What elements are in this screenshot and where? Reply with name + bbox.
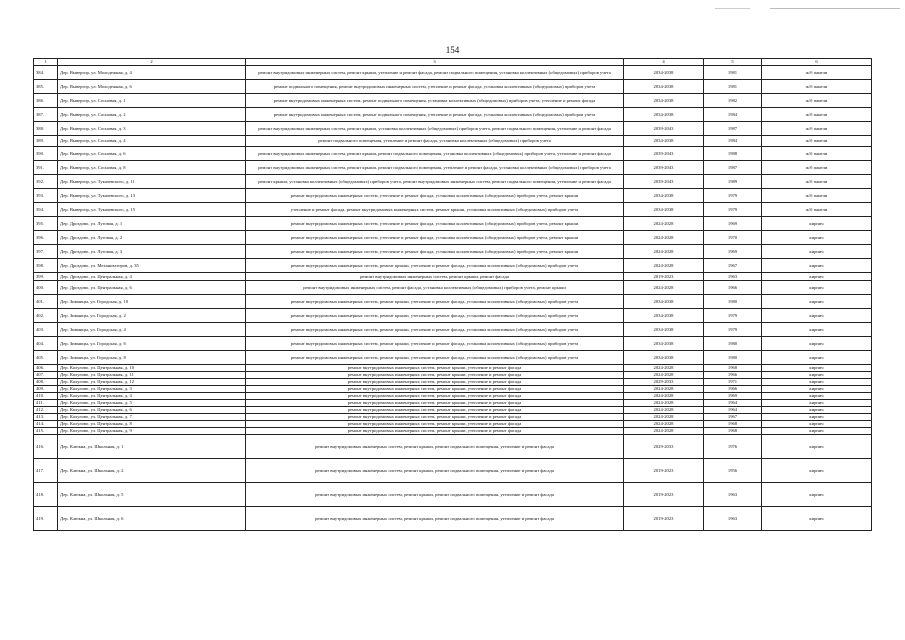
repair-works-cell: ремонт внутридомовых инженерных систем, ремонт крыши, утепление и ремонт фасада, установка коллективных (общедомовых) приборов учета — [246, 259, 624, 273]
build-year-cell: 1979 — [704, 203, 762, 217]
row-number: 399. — [34, 273, 58, 281]
build-year-cell: 1984 — [704, 108, 762, 122]
wall-material-cell: ж/б панели — [762, 122, 872, 136]
table-row — [34, 94, 872, 108]
period-cell: 2039-2043 — [624, 147, 704, 161]
build-year-cell: 1966 — [704, 372, 762, 379]
repair-works-cell: ремонт внутридомовых инженерных систем, ремонт крыши, утепление и ремонт фасада — [246, 407, 624, 414]
wall-material-cell: кирпич — [762, 273, 872, 281]
row-number: 386. — [34, 94, 58, 108]
build-year-cell: 1967 — [704, 414, 762, 421]
repair-works-cell: ремонт внутридомовых инженерных систем, ремонт крыши, ремонт подвального помещения, утепление и ремонт фасада — [246, 459, 624, 483]
repair-works-cell: ремонт внутридомовых инженерных систем, ремонт крыши, утепление и ремонт фасада, установка коллективных (общедомовых) приборов учета — [246, 323, 624, 337]
address-cell: Дер. Клюкна, ул. Школьная, д. 5 — [58, 483, 246, 507]
table-row — [34, 161, 872, 175]
address-cell: Дер. Клюкна, ул. Школьная, д. 1 — [58, 435, 246, 459]
scan-mark — [715, 8, 750, 9]
period-cell: 2024-2028 — [624, 245, 704, 259]
build-year-cell: 1967 — [704, 259, 762, 273]
col-number-4: 4 — [624, 59, 704, 66]
wall-material-cell: ж/б панели — [762, 175, 872, 189]
wall-material-cell: ж/б панели — [762, 94, 872, 108]
period-cell: 2034-2038 — [624, 80, 704, 94]
repair-works-cell: ремонт внутридомовых инженерных систем, ремонт крыши, утепление и ремонт фасада — [246, 386, 624, 393]
repair-works-cell: ремонт внутридомовых инженерных систем, ремонт фасада, установка коллективных (общедомовых) приборов учета, ремонт крыши — [246, 281, 624, 295]
row-number: 409. — [34, 386, 58, 393]
period-cell: 2024-2028 — [624, 428, 704, 435]
period-cell: 2034-2038 — [624, 309, 704, 323]
repair-works-cell: ремонт внутридомовых инженерных систем, ремонт крыши, ремонт подвального помещения, утепление и ремонт фасада — [246, 435, 624, 459]
wall-material-cell: кирпич — [762, 428, 872, 435]
address-cell: Дер. Вывергор, ул. Молодежная, д. 4 — [58, 66, 246, 80]
table-row — [34, 189, 872, 203]
build-year-cell: 1979 — [704, 323, 762, 337]
period-cell: 2024-2028 — [624, 281, 704, 295]
period-cell: 2024-2028 — [624, 372, 704, 379]
wall-material-cell: ж/б панели — [762, 66, 872, 80]
address-cell: Дер. Дроздово, ул. Луговая, д. 2 — [58, 231, 246, 245]
period-cell: 2024-2028 — [624, 365, 704, 372]
row-number: 411. — [34, 400, 58, 407]
address-cell: Дер. Вывергор, ул. Сосновая, д. 4 — [58, 136, 246, 147]
table-row — [34, 414, 872, 421]
col-number-1: 1 — [34, 59, 58, 66]
repair-works-cell: ремонт внутридомовых инженерных систем, ремонт крыши, утепление и ремонт фасада, установка коллективных (общедомовых) приборов учета — [246, 295, 624, 309]
wall-material-cell: кирпич — [762, 372, 872, 379]
repair-works-cell: ремонт внутридомовых инженерных систем, ремонт крыши, ремонт фасада — [246, 273, 624, 281]
period-cell: 2039-2043 — [624, 122, 704, 136]
period-cell: 2029-2033 — [624, 435, 704, 459]
period-cell: 2024-2028 — [624, 386, 704, 393]
address-cell: Дер. Дроздово, ул. Центральная, д. 4 — [58, 273, 246, 281]
address-cell: Дер. Клюкна, ул. Школьная, д. 2 — [58, 459, 246, 483]
address-cell: Дер. Вывергор, ул. Сосновая, д. 6 — [58, 147, 246, 161]
address-cell: Дер. Вывергор, ул. Тукачевского, д. 11 — [58, 175, 246, 189]
period-cell: 2034-2038 — [624, 323, 704, 337]
row-number: 417. — [34, 459, 58, 483]
row-number: 397. — [34, 245, 58, 259]
wall-material-cell: кирпич — [762, 245, 872, 259]
row-number: 387. — [34, 108, 58, 122]
repair-works-cell: ремонт внутридомовых инженерных систем, утепление и ремонт фасада, установка коллективных (общедомовых) приборов учета, ремонт крыши — [246, 189, 624, 203]
wall-material-cell: ж/б панели — [762, 108, 872, 122]
table-body — [34, 66, 872, 531]
period-cell: 2034-2038 — [624, 189, 704, 203]
address-cell: Дер. Калулово, ул. Центральная, д. 12 — [58, 379, 246, 386]
repair-works-cell: ремонт подвального помещения, утепление и ремонт фасада, установка коллективных (общедомовых) приборов учета — [246, 136, 624, 147]
row-number: 393. — [34, 189, 58, 203]
repair-works-cell: ремонт внутридомовых инженерных систем, ремонт крыши, утепление и ремонт фасада — [246, 421, 624, 428]
repair-works-cell: ремонт подвального помещения, ремонт внутридомовых инженерных систем, утепление и ремонт фасада, установка коллективных (общедомовых) приборов учета — [246, 80, 624, 94]
table-row — [34, 147, 872, 161]
build-year-cell: 1968 — [704, 365, 762, 372]
build-year-cell: 1970 — [704, 231, 762, 245]
table-row — [34, 323, 872, 337]
repair-works-cell: ремонт внутридомовых инженерных систем, утепление и ремонт фасада, установка коллективных (общедомовых) приборов учета, ремонт крыши — [246, 245, 624, 259]
period-cell: 2034-2038 — [624, 337, 704, 351]
wall-material-cell: ж/б панели — [762, 203, 872, 217]
table-row — [34, 245, 872, 259]
build-year-cell: 1980 — [704, 295, 762, 309]
row-number: 415. — [34, 428, 58, 435]
row-number: 403. — [34, 323, 58, 337]
row-number: 392. — [34, 175, 58, 189]
repair-works-cell: ремонт внутридомовых инженерных систем, ремонт крыши, утепление и ремонт фасада — [246, 365, 624, 372]
table-row — [34, 393, 872, 400]
table-header-row — [34, 59, 872, 66]
address-cell: Дер. Зимницы, ул. Городская, д. 8 — [58, 351, 246, 365]
wall-material-cell: кирпич — [762, 295, 872, 309]
period-cell: 2034-2038 — [624, 351, 704, 365]
table-row — [34, 217, 872, 231]
wall-material-cell: кирпич — [762, 435, 872, 459]
row-number: 401. — [34, 295, 58, 309]
build-year-cell: 1989 — [704, 175, 762, 189]
repair-works-cell: ремонт внутридомовых инженерных систем, ремонт крыши, установка коллективных (общедомовых) приборов учета, ремонт подвального помещения, утепление и ремонт фасада — [246, 122, 624, 136]
period-cell: 2019-2023 — [624, 483, 704, 507]
table-row — [34, 435, 872, 459]
wall-material-cell: кирпич — [762, 259, 872, 273]
row-number: 395. — [34, 217, 58, 231]
repair-works-cell: ремонт внутридомовых инженерных систем, ремонт крыши, ремонт подвального помещения, утепление и ремонт фасада, установка коллективных (общедомовых) приборов учета — [246, 161, 624, 175]
table-row — [34, 421, 872, 428]
repair-works-cell: ремонт внутридомовых инженерных систем, утепление и ремонт фасада, установка коллективных (общедомовых) приборов учета, ремонт крыши — [246, 231, 624, 245]
repair-works-cell: ремонт внутридомовых инженерных систем, ремонт крыши, ремонт подвального помещения, утепление и ремонт фасада — [246, 507, 624, 531]
build-year-cell: 1963 — [704, 507, 762, 531]
repair-works-cell: ремонт внутридомовых инженерных систем, ремонт крыши, утепление и ремонт фасада, установка коллективных (общедомовых) приборов учета — [246, 337, 624, 351]
housing-repair-table — [33, 58, 872, 531]
table-row — [34, 372, 872, 379]
row-number: 394. — [34, 203, 58, 217]
table-row — [34, 428, 872, 435]
address-cell: Дер. Зимницы, ул. Городская, д. 6 — [58, 337, 246, 351]
address-cell: Дер. Дроздово, ул. Луговая, д. 1 — [58, 217, 246, 231]
table-row — [34, 337, 872, 351]
repair-works-cell: ремонт внутридомовых инженерных систем, ремонт подвального помещения, утепление и ремонт фасада, установка коллективных (общедомовых) приборов учета — [246, 108, 624, 122]
wall-material-cell: кирпич — [762, 365, 872, 372]
repair-works-cell: утепление и ремонт фасада, ремонт внутридомовых инженерных систем, ремонт крыши, установка коллективных (общедомовых) приборов учета — [246, 203, 624, 217]
build-year-cell: 1966 — [704, 281, 762, 295]
period-cell: 2034-2038 — [624, 94, 704, 108]
wall-material-cell: кирпич — [762, 400, 872, 407]
row-number: 389. — [34, 136, 58, 147]
row-number: 391. — [34, 161, 58, 175]
table-row — [34, 386, 872, 393]
address-cell: Дер. Калулово, ул. Центральная, д. 7 — [58, 414, 246, 421]
period-cell: 2019-2023 — [624, 507, 704, 531]
wall-material-cell: кирпич — [762, 459, 872, 483]
table-row — [34, 507, 872, 531]
wall-material-cell: кирпич — [762, 414, 872, 421]
page-number: 154 — [445, 45, 460, 55]
address-cell: Дер. Вывергор, ул. Сосновая, д. 3 — [58, 122, 246, 136]
build-year-cell: 1981 — [704, 66, 762, 80]
period-cell: 2024-2028 — [624, 400, 704, 407]
address-cell: Дер. Дроздово, ул. Механизаторов, д. 35 — [58, 259, 246, 273]
build-year-cell: 1979 — [704, 189, 762, 203]
table-row — [34, 122, 872, 136]
address-cell: Дер. Зимницы, ул. Городская, д. 4 — [58, 323, 246, 337]
row-number: 398. — [34, 259, 58, 273]
build-year-cell: 1984 — [704, 136, 762, 147]
row-number: 414. — [34, 421, 58, 428]
row-number: 418. — [34, 483, 58, 507]
period-cell: 2039-2043 — [624, 175, 704, 189]
build-year-cell: 1987 — [704, 161, 762, 175]
repair-works-cell: ремонт внутридомовых инженерных систем, ремонт крыши, утепление и ремонт фасада — [246, 379, 624, 386]
address-cell: Дер. Калулово, ул. Центральная, д. 4 — [58, 393, 246, 400]
address-cell: Дер. Дроздово, ул. Центральная, д. 6 — [58, 281, 246, 295]
period-cell: 2039-2043 — [624, 161, 704, 175]
row-number: 408. — [34, 379, 58, 386]
table-row — [34, 309, 872, 323]
row-number: 402. — [34, 309, 58, 323]
wall-material-cell: кирпич — [762, 231, 872, 245]
period-cell: 2034-2038 — [624, 66, 704, 80]
table-row — [34, 108, 872, 122]
address-cell: Дер. Вывергор, ул. Тукачевского, д. 15 — [58, 203, 246, 217]
table-row — [34, 175, 872, 189]
build-year-cell: 1963 — [704, 483, 762, 507]
table-row — [34, 259, 872, 273]
address-cell: Дер. Вывергор, ул. Тукачевского, д. 13 — [58, 189, 246, 203]
wall-material-cell: кирпич — [762, 281, 872, 295]
build-year-cell: 1966 — [704, 386, 762, 393]
period-cell: 2024-2028 — [624, 421, 704, 428]
repair-works-cell: ремонт внутридомовых инженерных систем, ремонт крыши, ремонт подвального помещения, утепление и ремонт фасада — [246, 483, 624, 507]
table-row — [34, 400, 872, 407]
table-row — [34, 295, 872, 309]
wall-material-cell: кирпич — [762, 217, 872, 231]
table-row — [34, 80, 872, 94]
row-number: 416. — [34, 435, 58, 459]
table-row — [34, 231, 872, 245]
build-year-cell: 1968 — [704, 428, 762, 435]
wall-material-cell: кирпич — [762, 337, 872, 351]
wall-material-cell: кирпич — [762, 507, 872, 531]
address-cell: Дер. Калулово, ул. Центральная, д. 9 — [58, 428, 246, 435]
build-year-cell: 1987 — [704, 122, 762, 136]
row-number: 413. — [34, 414, 58, 421]
col-number-3: 3 — [246, 59, 624, 66]
build-year-cell: 1982 — [704, 94, 762, 108]
repair-works-cell: ремонт внутридомовых инженерных систем, ремонт крыши, утепление и ремонт фасада — [246, 400, 624, 407]
address-cell: Дер. Вывергор, ул. Сосновая, д. 8 — [58, 161, 246, 175]
build-year-cell: 1969 — [704, 245, 762, 259]
table-row — [34, 351, 872, 365]
repair-works-cell: ремонт внутридомовых инженерных систем, ремонт крыши, утепление и ремонт фасада — [246, 372, 624, 379]
row-number: 406. — [34, 365, 58, 372]
build-year-cell: 1964 — [704, 400, 762, 407]
wall-material-cell: ж/б панели — [762, 147, 872, 161]
period-cell: 2034-2038 — [624, 108, 704, 122]
build-year-cell: 1980 — [704, 337, 762, 351]
address-cell: Дер. Зимницы, ул. Городская, д. 2 — [58, 309, 246, 323]
period-cell: 2019-2023 — [624, 273, 704, 281]
build-year-cell: 1980 — [704, 351, 762, 365]
table-row — [34, 407, 872, 414]
repair-works-cell: ремонт внутридомовых инженерных систем, ремонт крыши, утепление и ремонт фасада — [246, 393, 624, 400]
address-cell: Дер. Дроздово, ул. Луговая, д. 3 — [58, 245, 246, 259]
period-cell: 2019-2023 — [624, 459, 704, 483]
build-year-cell: 1964 — [704, 407, 762, 414]
table-row — [34, 66, 872, 80]
col-number-5: 5 — [704, 59, 762, 66]
table-row — [34, 379, 872, 386]
address-cell: Дер. Калулово, ул. Центральная, д. 11 — [58, 372, 246, 379]
wall-material-cell: кирпич — [762, 309, 872, 323]
row-number: 384. — [34, 66, 58, 80]
build-year-cell: 1988 — [704, 147, 762, 161]
row-number: 405. — [34, 351, 58, 365]
address-cell: Дер. Вывергор, ул. Молодежная, д. 6 — [58, 80, 246, 94]
repair-works-cell: ремонт крыши, установка коллективных (общедомовых) приборов учета, ремонт внутридомовых инженерных систем, ремонт подвального помещения, утепление и ремонт фасада — [246, 175, 624, 189]
row-number: 419. — [34, 507, 58, 531]
wall-material-cell: кирпич — [762, 323, 872, 337]
table-row — [34, 281, 872, 295]
build-year-cell: 1963 — [704, 273, 762, 281]
table-row — [34, 273, 872, 281]
build-year-cell: 1956 — [704, 459, 762, 483]
row-number: 410. — [34, 393, 58, 400]
row-number: 404. — [34, 337, 58, 351]
row-number: 390. — [34, 147, 58, 161]
wall-material-cell: кирпич — [762, 483, 872, 507]
col-number-6: 6 — [762, 59, 872, 66]
period-cell: 2024-2028 — [624, 217, 704, 231]
repair-works-cell: ремонт внутридомовых инженерных систем, ремонт крыши, утепление и ремонт фасада — [246, 428, 624, 435]
build-year-cell: 1979 — [704, 309, 762, 323]
row-number: 385. — [34, 80, 58, 94]
table-row — [34, 203, 872, 217]
repair-works-cell: ремонт внутридомовых инженерных систем, ремонт крыши, утепление и ремонт фасада, установка коллективных (общедомовых) приборов учета — [246, 309, 624, 323]
table-row — [34, 483, 872, 507]
address-cell: Дер. Калулово, ул. Центральная, д. 3 — [58, 386, 246, 393]
wall-material-cell: кирпич — [762, 421, 872, 428]
build-year-cell: 1971 — [704, 379, 762, 386]
repair-works-cell: ремонт внутридомовых инженерных систем, ремонт подвального помещения, установка коллективных (общедомовых) приборов учета, утепление и ремонт фасада — [246, 94, 624, 108]
period-cell: 2034-2038 — [624, 136, 704, 147]
address-cell: Дер. Калулово, ул. Центральная, д. 6 — [58, 407, 246, 414]
wall-material-cell: ж/б панели — [762, 161, 872, 175]
address-cell: Дер. Вывергор, ул. Сосновая, д. 2 — [58, 108, 246, 122]
address-cell: Дер. Калулово, ул. Центральная, д. 8 — [58, 421, 246, 428]
period-cell: 2024-2028 — [624, 393, 704, 400]
wall-material-cell: кирпич — [762, 393, 872, 400]
wall-material-cell: кирпич — [762, 386, 872, 393]
period-cell: 2029-2033 — [624, 379, 704, 386]
wall-material-cell: кирпич — [762, 351, 872, 365]
address-cell: Дер. Зимницы, ул. Городская, д. 10 — [58, 295, 246, 309]
wall-material-cell: кирпич — [762, 407, 872, 414]
address-cell: Дер. Вывергор, ул. Сосновая, д. 1 — [58, 94, 246, 108]
address-cell: Дер. Калулово, ул. Центральная, д. 10 — [58, 365, 246, 372]
period-cell: 2034-2038 — [624, 295, 704, 309]
table-row — [34, 459, 872, 483]
table-row — [34, 136, 872, 147]
table-row — [34, 365, 872, 372]
wall-material-cell: ж/б панели — [762, 136, 872, 147]
period-cell: 2024-2028 — [624, 259, 704, 273]
wall-material-cell: кирпич — [762, 379, 872, 386]
period-cell: 2024-2028 — [624, 231, 704, 245]
period-cell: 2024-2028 — [624, 414, 704, 421]
repair-works-cell: ремонт внутридомовых инженерных систем, ремонт крыши, ремонт подвального помещения, установка коллективных (общедомовых) приборов учета, утепление и ремонт фасада — [246, 147, 624, 161]
row-number: 388. — [34, 122, 58, 136]
repair-works-cell: ремонт внутридомовых инженерных систем, ремонт крыши, утепление и ремонт фасада, установка коллективных (общедомовых) приборов учета — [246, 351, 624, 365]
repair-works-cell: ремонт внутридомовых инженерных систем, ремонт крыши, утепление и ремонт фасада, ремонт подвального помещения, установка коллективных (общедомовых) приборов учета — [246, 66, 624, 80]
build-year-cell: 1968 — [704, 421, 762, 428]
wall-material-cell: ж/б панели — [762, 80, 872, 94]
scan-mark — [770, 8, 900, 9]
repair-works-cell: ремонт внутридомовых инженерных систем, утепление и ремонт фасада, установка коллективных (общедомовых) приборов учета, ремонт крыши — [246, 217, 624, 231]
row-number: 412. — [34, 407, 58, 414]
row-number: 407. — [34, 372, 58, 379]
build-year-cell: 1981 — [704, 80, 762, 94]
row-number: 396. — [34, 231, 58, 245]
build-year-cell: 1969 — [704, 217, 762, 231]
col-number-2: 2 — [58, 59, 246, 66]
build-year-cell: 1969 — [704, 393, 762, 400]
repair-works-cell: ремонт внутридомовых инженерных систем, ремонт крыши, утепление и ремонт фасада — [246, 414, 624, 421]
address-cell: Дер. Калулово, ул. Центральная, д. 5 — [58, 400, 246, 407]
period-cell: 2034-2038 — [624, 203, 704, 217]
wall-material-cell: ж/б панели — [762, 189, 872, 203]
address-cell: Дер. Клюкна, ул. Школьная, д. 6 — [58, 507, 246, 531]
row-number: 400. — [34, 281, 58, 295]
period-cell: 2024-2028 — [624, 407, 704, 414]
build-year-cell: 1976 — [704, 435, 762, 459]
